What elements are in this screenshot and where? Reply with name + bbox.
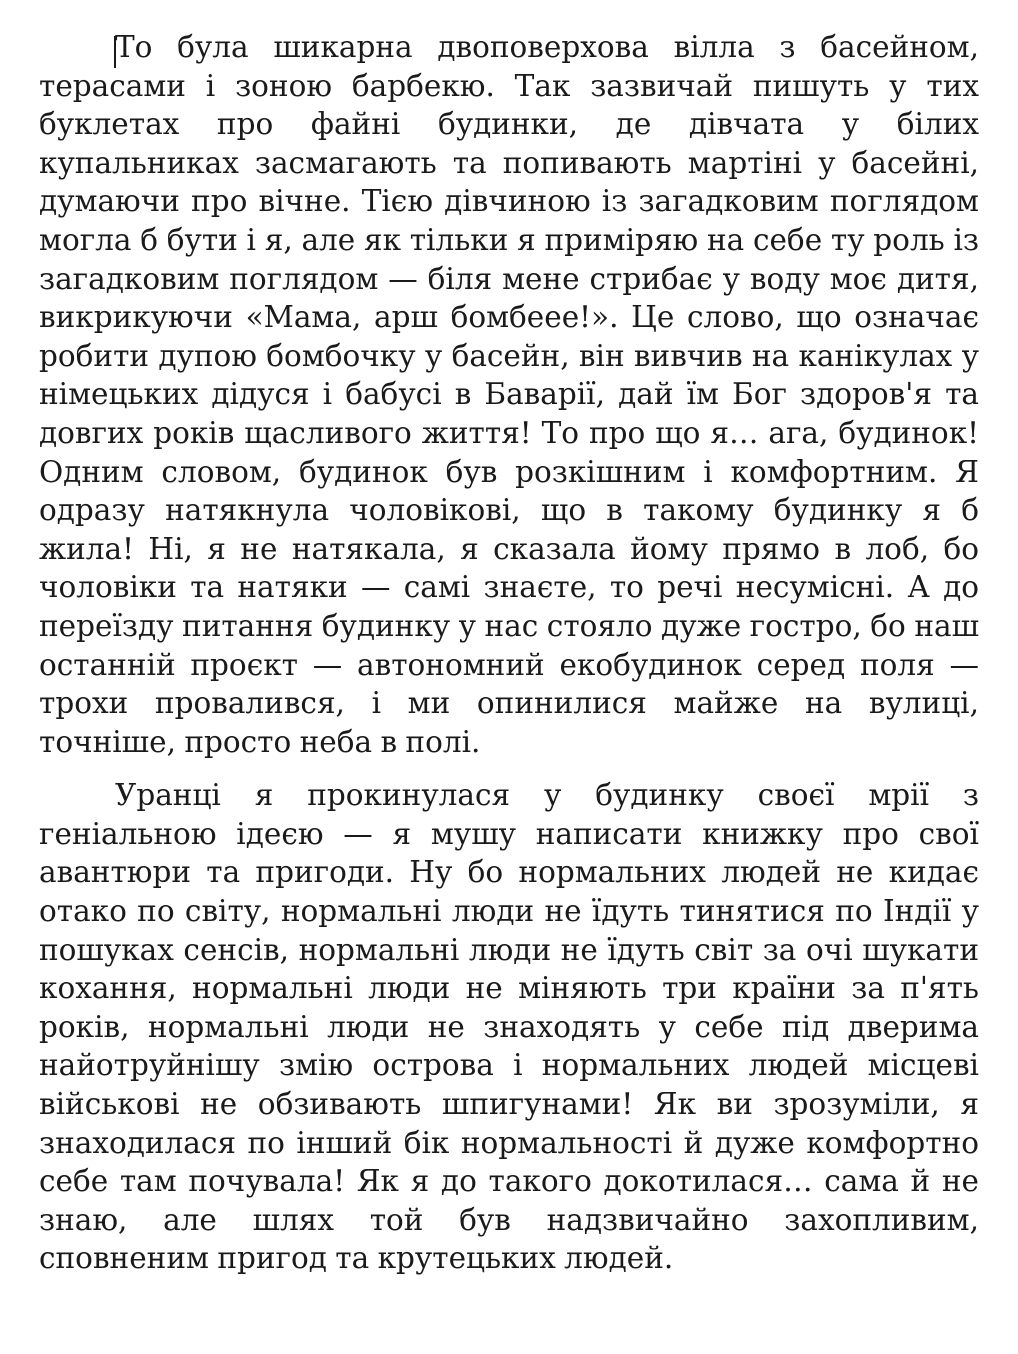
paragraph-2[interactable]: Уранці я прокинулася у будинку своєї мрії з геніальною ідеєю — я мушу написати книжку про свої авантюри та пригоди. Ну бо нормальних людей не кидає отако по світу, нормальні люди не їдуть тинятися по Індії у пошуках сенсів, нормальні люди не їдуть світ за очі шукати кохання, нормальні люди не міняють три країни за п'ять років, нормальні люди не знаходять у себе під дверима найотруйнішу змію острова і нормальних людей місцеві військові не обзивають шпигунами! Як ви зрозуміли, я знаходилася по інший бік нормальності й дуже комфортно себе там почувала! Як я до такого докотилася… сама й не знаю, але шлях той був надзвичайно захопливим, сповненим пригод та крутецьких людей.: [39, 778, 979, 1276]
paragraph-1[interactable]: То була шикарна двоповерхова вілла з басейном, терасами і зоною барбекю. Так зазвичай пишуть у тих буклетах про файні будинки, де дівчата у білих купальниках засмагають та попивають мартіні у басейні, думаючи про вічне. Тією дівчиною із загадковим поглядом могла б бути і я, але як тільки я приміряю на себе ту роль із загадковим поглядом — біля мене стрибає у воду моє дитя, викрикуючи «Мама, арш бомбеее!». Це слово, що означає робити дупою бомбочку у басейн, він вивчив на канікулах у німецьких дідуся і бабусі в Баварії, дай їм Бог здоров'я та довгих років щасливого життя! То про що я… ага, будинок! Одним словом, будинок був розкішним і комфортним. Я одразу натякнула чоловікові, що в такому будинку я б жила! Ні, я не натякала, я сказала йому прямо в лоб, бо чоловіки та натяки — самі знаєте, то речі несумісні. А до переїзду питання будинку у нас стояло дуже гостро, бо наш останній проєкт — автономний екобудинок серед поля — трохи провалився, і ми опинилися майже на вулиці, точніше, просто неба в полі.: [39, 30, 979, 759]
document-body[interactable]: [39, 28, 979, 1278]
